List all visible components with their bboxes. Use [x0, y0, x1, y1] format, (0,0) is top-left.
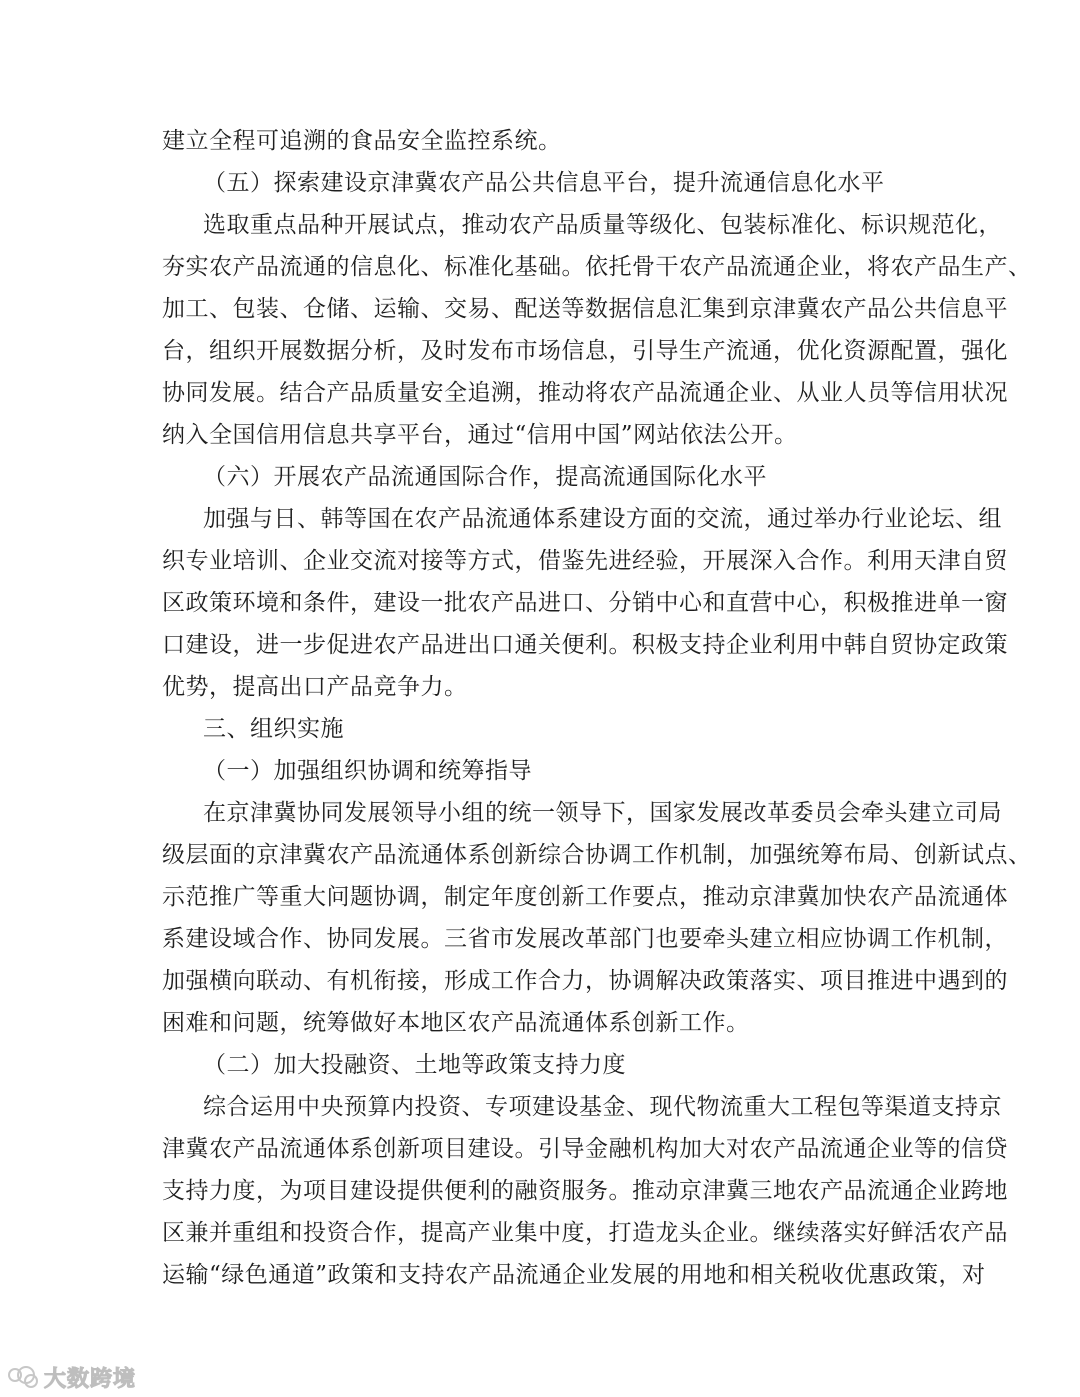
section-heading-2: （二）加大投融资、土地等政策支持力度 [203, 1052, 626, 1078]
paragraph-line: 优势，提高出口产品竞争力。 [162, 674, 468, 700]
paragraph-line: 夯实农产品流通的信息化、标准化基础。依托骨干农产品流通企业，将农产品生产、 [162, 254, 1032, 280]
paragraph-line: 区政策环境和条件，建设一批农产品进口、分销中心和直营中心，积极推进单一窗 [162, 590, 1008, 616]
paragraph-line: 运输“绿色通道”政策和支持农产品流通企业发展的用地和相关税收优惠政策，对 [162, 1262, 986, 1288]
section-heading-5: （五）探索建设京津冀农产品公共信息平台，提升流通信息化水平 [203, 170, 885, 196]
paragraph-line: 加工、包装、仓储、运输、交易、配送等数据信息汇集到京津冀农产品公共信息平 [162, 296, 1008, 322]
paragraph-line: 级层面的京津冀农产品流通体系创新综合协调工作机制，加强统筹布局、创新试点、 [162, 842, 1032, 868]
paragraph-line: 选取重点品种开展试点，推动农产品质量等级化、包装标准化、标识规范化， [203, 212, 1002, 238]
watermark [8, 1360, 136, 1394]
watermark-text: 大数跨境 [44, 1366, 137, 1392]
paragraph-line: 示范推广等重大问题协调，制定年度创新工作要点，推动京津冀加快农产品流通体 [162, 884, 1008, 910]
paragraph-line: 口建设，进一步促进农产品进出口通关便利。积极支持企业利用中韩自贸协定政策 [162, 632, 1008, 658]
watermark-logo-icon [8, 1364, 38, 1390]
paragraph-line: 加强横向联动、有机衔接，形成工作合力，协调解决政策落实、项目推进中遇到的 [162, 968, 1008, 994]
paragraph-line: 津冀农产品流通体系创新项目建设。引导金融机构加大对农产品流通企业等的信贷 [162, 1136, 1008, 1162]
paragraph-line: 协同发展。结合产品质量安全追溯，推动将农产品流通企业、从业人员等信用状况 [162, 380, 1008, 406]
section-heading-6: （六）开展农产品流通国际合作，提高流通国际化水平 [203, 464, 767, 490]
paragraph-line: 支持力度，为项目建设提供便利的融资服务。推动京津冀三地农产品流通企业跨地 [162, 1178, 1008, 1204]
paragraph-line: 纳入全国信用信息共享平台，通过“信用中国”网站依法公开。 [162, 422, 798, 448]
paragraph-line: 在京津冀协同发展领导小组的统一领导下，国家发展改革委员会牵头建立司局 [203, 800, 1002, 826]
paragraph-line: 建立全程可追溯的食品安全监控系统。 [162, 128, 562, 154]
paragraph-line: 系建设域合作、协同发展。三省市发展改革部门也要牵头建立相应协调工作机制， [162, 926, 1008, 952]
paragraph-line: 综合运用中央预算内投资、专项建设基金、现代物流重大工程包等渠道支持京 [203, 1094, 1002, 1120]
paragraph-line: 困难和问题，统筹做好本地区农产品流通体系创新工作。 [162, 1010, 750, 1036]
section-heading-1: （一）加强组织协调和统筹指导 [203, 758, 532, 784]
paragraph-line: 织专业培训、企业交流对接等方式，借鉴先进经验，开展深入合作。利用天津自贸 [162, 548, 1008, 574]
chapter-heading-3: 三、组织实施 [203, 716, 344, 742]
paragraph-line: 台，组织开展数据分析，及时发布市场信息，引导生产流通，优化资源配置，强化 [162, 338, 1008, 364]
paragraph-line: 加强与日、韩等国在农产品流通体系建设方面的交流，通过举办行业论坛、组 [203, 506, 1002, 532]
paragraph-line: 区兼并重组和投资合作，提高产业集中度，打造龙头企业。继续落实好鲜活农产品 [162, 1220, 1008, 1246]
